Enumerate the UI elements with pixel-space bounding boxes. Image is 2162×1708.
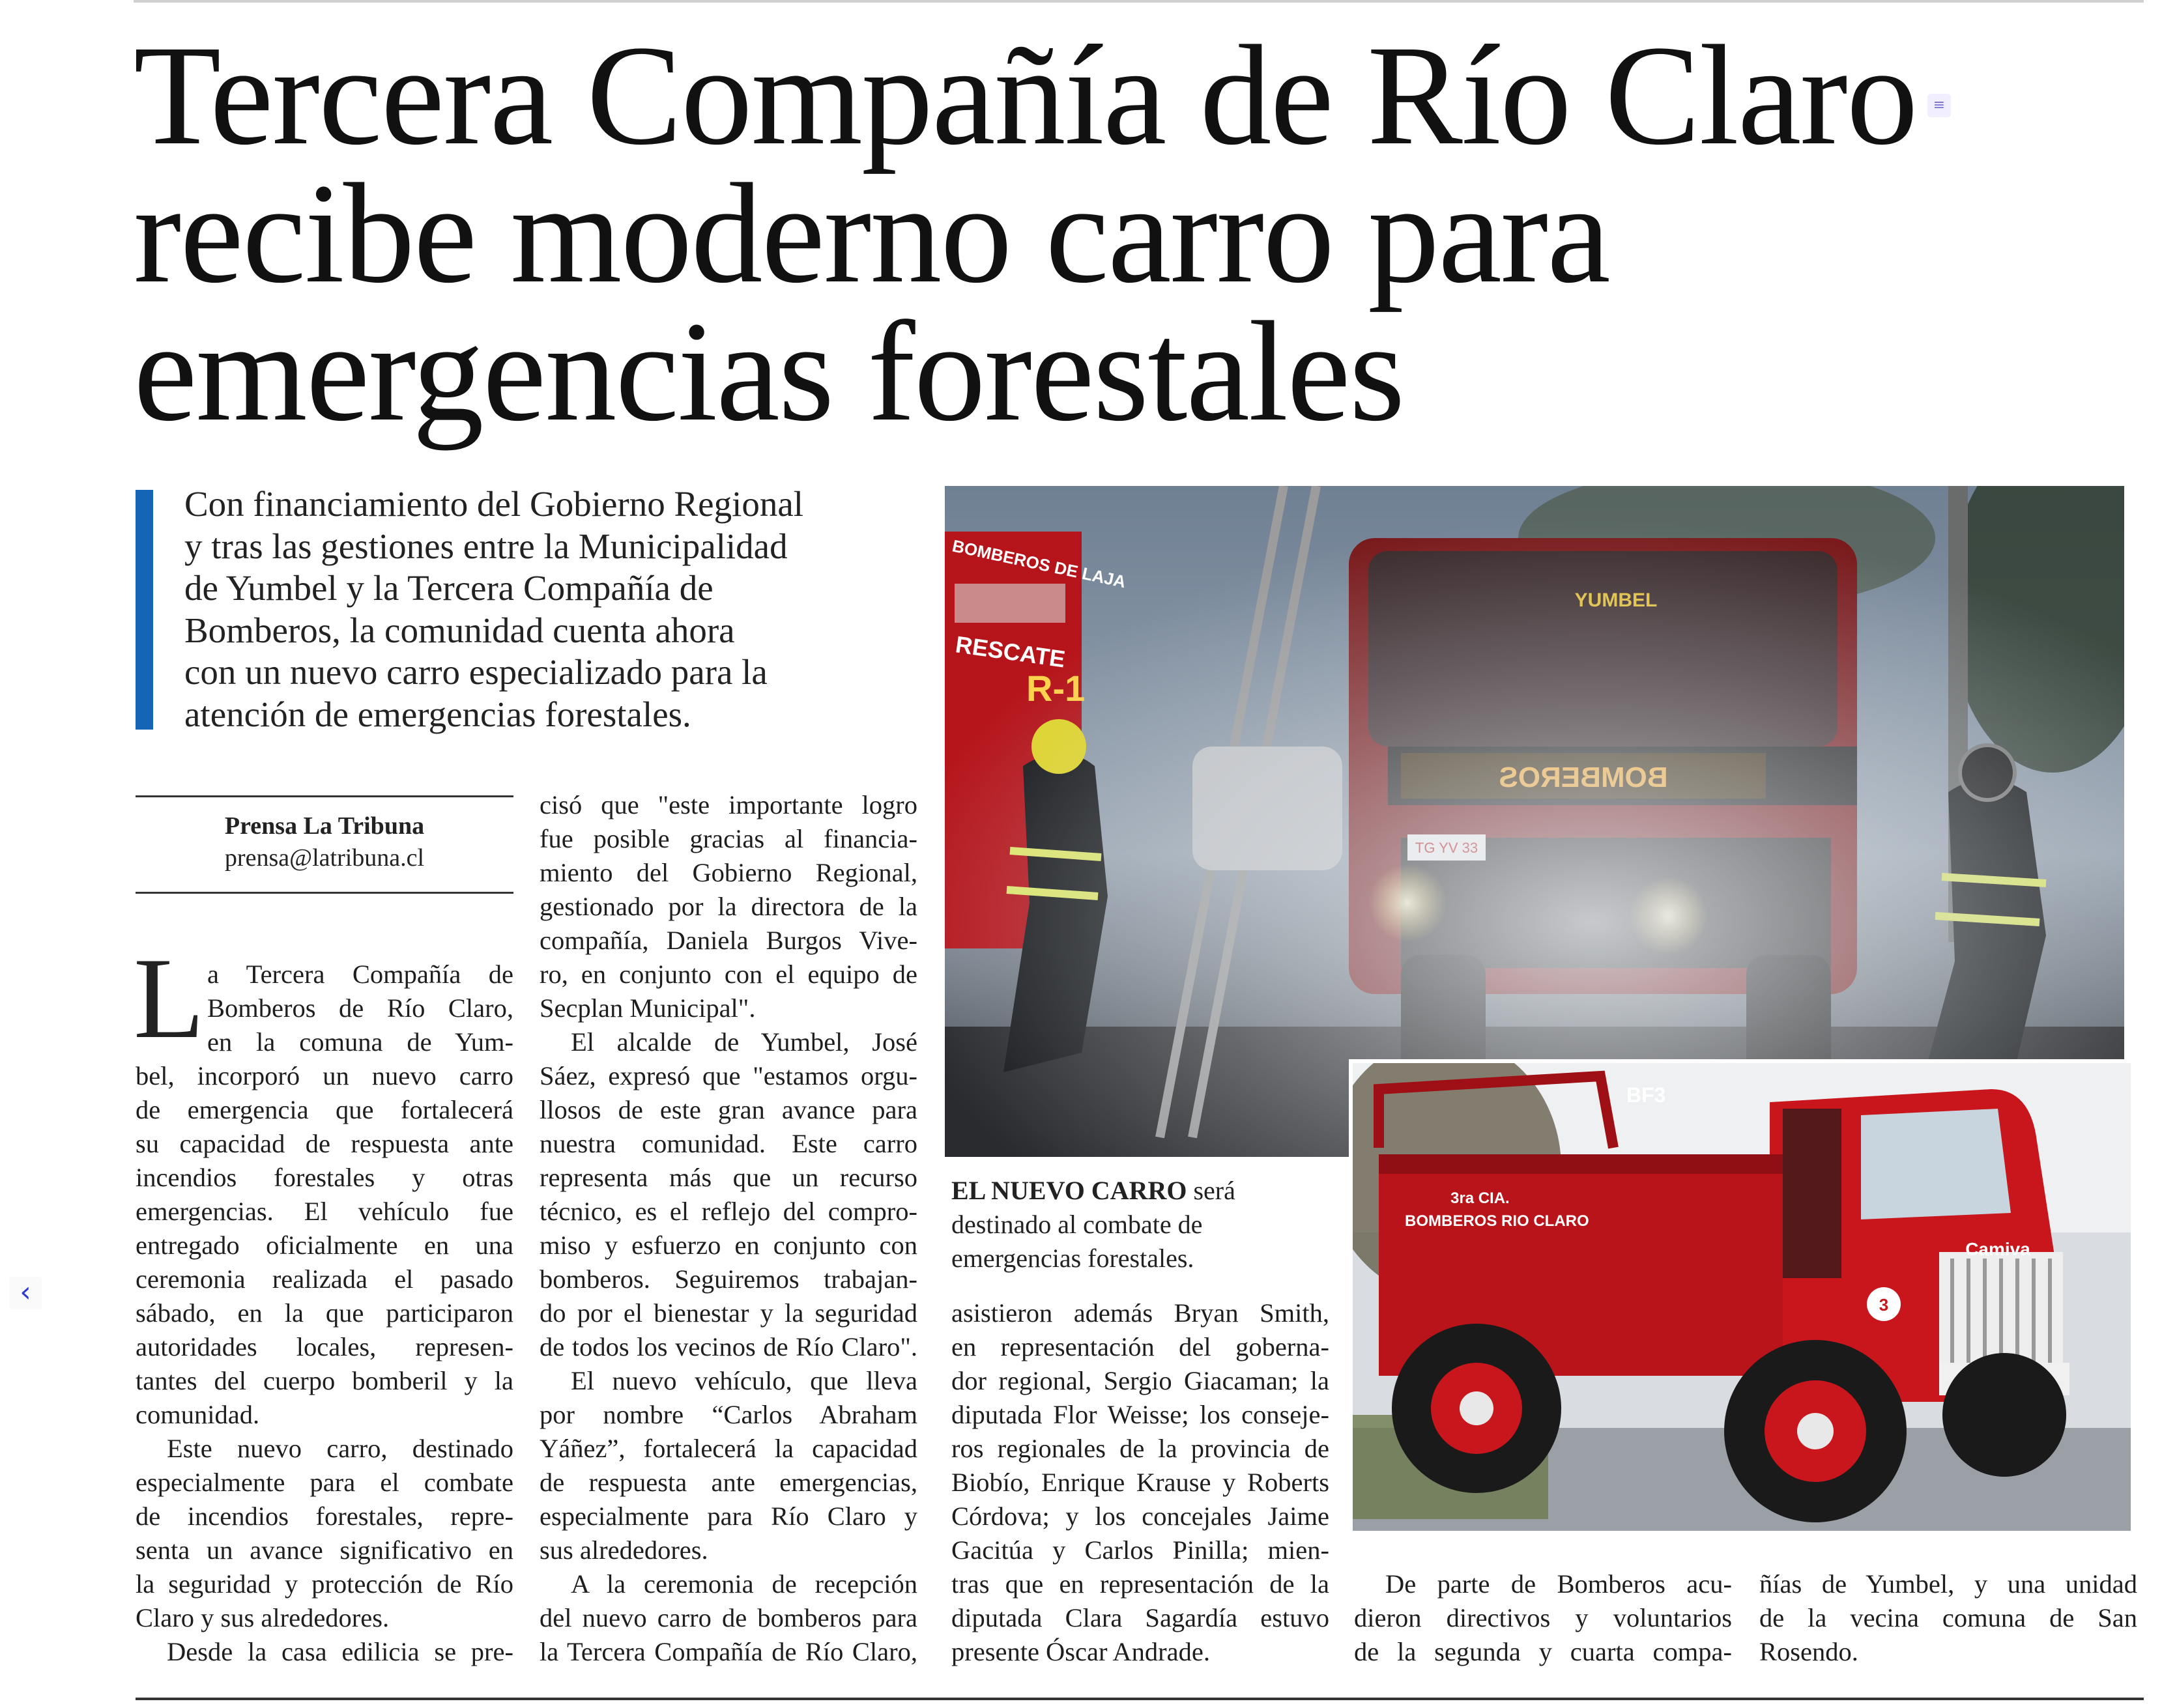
body-line: comunidad. <box>136 1400 260 1429</box>
body-line: de emergencia que fortalecerá <box>136 1095 513 1124</box>
bottom-rule <box>136 1698 2144 1700</box>
caption-line-1 <box>951 1174 1329 1208</box>
body-line: Rosendo. <box>1759 1637 1858 1666</box>
body-line: del nuevo carro de bomberos para <box>540 1603 917 1632</box>
article-column-1 <box>136 1059 513 1669</box>
body-line: de la segunda y cuarta compa- <box>1354 1637 1732 1666</box>
body-line: autoridades locales, represen- <box>136 1332 513 1361</box>
article-column-5 <box>1759 1567 2137 1669</box>
body-line: a Tercera Compañía de <box>207 960 513 989</box>
dropcap: L <box>134 933 205 1062</box>
body-line: de incendios forestales, repre- <box>136 1502 513 1531</box>
photo-red-forest-truck-art <box>1353 1063 2131 1531</box>
byline-email[interactable]: prensa@latribuna.cl <box>224 844 425 872</box>
caption-line: emergencias forestales. <box>951 1244 1194 1273</box>
body-line: sus alrededores. <box>540 1535 708 1565</box>
body-line: especialmente para el combate <box>136 1468 513 1497</box>
byline-rule-bottom <box>136 892 513 894</box>
body-line: de respuesta ante emergencias, <box>540 1468 917 1497</box>
body-line: ceremonia realizada el pasado <box>136 1264 513 1294</box>
photo-fire-truck-mist-art <box>945 486 2124 1157</box>
cab-unit-number: 3 <box>1879 1295 1889 1315</box>
col1-drop-lines <box>207 958 513 1059</box>
body-line: su capacidad de respuesta ante <box>136 1129 513 1158</box>
lead-line: Con financiamiento del Gobierno Regional <box>184 484 804 524</box>
body-line: sábado, en la que participaron <box>136 1298 513 1328</box>
body-line: ñías de Yumbel, y una unidad <box>1759 1569 2137 1599</box>
body-line: la seguridad y protección de Río <box>136 1569 513 1599</box>
body-line: de la vecina comuna de San <box>1759 1603 2137 1632</box>
body-line: especialmente para Río Claro y <box>540 1502 917 1531</box>
photo-caption <box>951 1174 1329 1275</box>
headline <box>134 16 1917 451</box>
body-line: ro, en conjunto con el equipo de <box>540 960 917 989</box>
lead-line: atención de emergencias forestales. <box>184 694 691 734</box>
page-top-rule <box>134 0 2144 3</box>
body-line: de todos los vecinos de Río Claro". <box>540 1332 917 1361</box>
note-icon[interactable]: ≡ <box>1927 94 1951 117</box>
body-line: bel, incorporó un nuevo carro <box>136 1061 513 1090</box>
caption-line: destinado al combate de <box>951 1210 1203 1239</box>
body-line: A la ceremonia de recepción <box>571 1569 917 1599</box>
body-line: do por el bienestar y la seguridad <box>540 1298 917 1328</box>
body-line: técnico, es el reflejo del compro- <box>540 1197 917 1226</box>
cab-code: BF3 <box>1626 1083 1666 1107</box>
body-line: fue posible gracias al financia- <box>540 824 917 853</box>
body-line: miento del Gobierno Regional, <box>540 858 917 887</box>
body-line: en la comuna de Yum- <box>207 1027 513 1057</box>
lead-line: con un nuevo carro especializado para la <box>184 652 768 692</box>
article-column-3 <box>951 1296 1329 1669</box>
body-line: Secplan Municipal". <box>540 993 756 1023</box>
body-line: Córdova; y los concejales Jaime <box>951 1502 1329 1531</box>
body-line: Sáez, expresó que "estamos orgu- <box>540 1061 917 1090</box>
grille-brand: Camiva <box>1965 1239 2030 1259</box>
body-line: Este nuevo carro, destinado <box>167 1434 513 1463</box>
body-line: emergencias. El vehículo fue <box>136 1197 513 1226</box>
door-text-name: BOMBEROS RIO CLARO <box>1405 1212 1589 1230</box>
body-line: El nuevo vehículo, que lleva <box>571 1366 917 1395</box>
photo-red-forest-truck <box>1349 1059 2131 1531</box>
body-line: diputada Flor Weisse; los conseje- <box>951 1400 1329 1429</box>
byline-name: Prensa La Tribuna <box>224 812 425 840</box>
body-line: compañía, Daniela Burgos Vive- <box>540 926 917 955</box>
body-line: gestionado por la directora de la <box>540 892 917 921</box>
body-line: por nombre “Carlos Abraham <box>540 1400 917 1429</box>
byline-rule-top <box>136 795 513 797</box>
photo-fire-truck-mist <box>945 486 2124 1157</box>
caption-bold: EL NUEVO CARRO <box>951 1176 1187 1205</box>
lead-line: de Yumbel y la Tercera Compañía de <box>184 568 713 608</box>
body-line: miso y esfuerzo en conjunto con <box>540 1231 917 1260</box>
lead-accent-bar <box>136 490 153 730</box>
body-line: en representación del goberna- <box>951 1332 1329 1361</box>
body-line: Desde la casa edilicia se pre- <box>167 1637 513 1666</box>
door-text-company: 3ra CIA. <box>1450 1189 1510 1207</box>
body-line: De parte de Bomberos acu- <box>1385 1569 1732 1599</box>
body-line: presente Óscar Andrade. <box>951 1637 1210 1666</box>
body-line: Bomberos de Río Claro, <box>207 993 513 1023</box>
body-line: representa más que un recurso <box>540 1163 917 1192</box>
article-column-4 <box>1354 1567 1732 1669</box>
article-column-2 <box>540 788 917 1669</box>
body-line: tantes del cuerpo bomberil y la <box>136 1366 513 1395</box>
lead-line: Bomberos, la comunidad cuenta ahora <box>184 610 735 650</box>
body-line: tras que en representación de la <box>951 1569 1329 1599</box>
body-line: El alcalde de Yumbel, José <box>571 1027 917 1057</box>
body-line: ros regionales de la provincia de <box>951 1434 1329 1463</box>
body-line: llosos de este gran avance para <box>540 1095 917 1124</box>
body-line: Biobío, Enrique Krause y Roberts <box>951 1468 1329 1497</box>
body-line: Yáñez”, fortalecerá la capacidad <box>540 1434 917 1463</box>
body-line: entregado oficialmente en una <box>136 1231 513 1260</box>
body-line: incendios forestales y otras <box>136 1163 513 1192</box>
lead-paragraph <box>184 483 940 735</box>
lead-line: y tras las gestiones entre la Municipalidad <box>184 526 788 566</box>
body-line: senta un avance significativo en <box>136 1535 513 1565</box>
body-line: dor regional, Sergio Giacaman; la <box>951 1366 1329 1395</box>
headline-line: emergencias forestales <box>134 292 1404 451</box>
body-line: dieron directivos y voluntarios <box>1354 1603 1732 1632</box>
chevron-left-icon[interactable]: ‹ <box>9 1277 42 1309</box>
body-line: diputada Clara Sagardía estuvo <box>951 1603 1329 1632</box>
body-line: bomberos. Seguiremos trabajan- <box>540 1264 917 1294</box>
headline-line: Tercera Compañía de Río Claro <box>134 16 1917 175</box>
body-line: Claro y sus alrededores. <box>136 1603 390 1632</box>
body-line: asistieron además Bryan Smith, <box>951 1298 1329 1328</box>
headline-line: recibe moderno carro para <box>134 154 1609 313</box>
body-line: nuestra comunidad. Este carro <box>540 1129 917 1158</box>
body-line: Gacitúa y Carlos Pinilla; mien- <box>951 1535 1329 1565</box>
body-line: la Tercera Compañía de Río Claro, <box>540 1637 917 1666</box>
body-line: cisó que "este importante logro <box>540 790 917 819</box>
caption-rest: será <box>1187 1176 1235 1205</box>
